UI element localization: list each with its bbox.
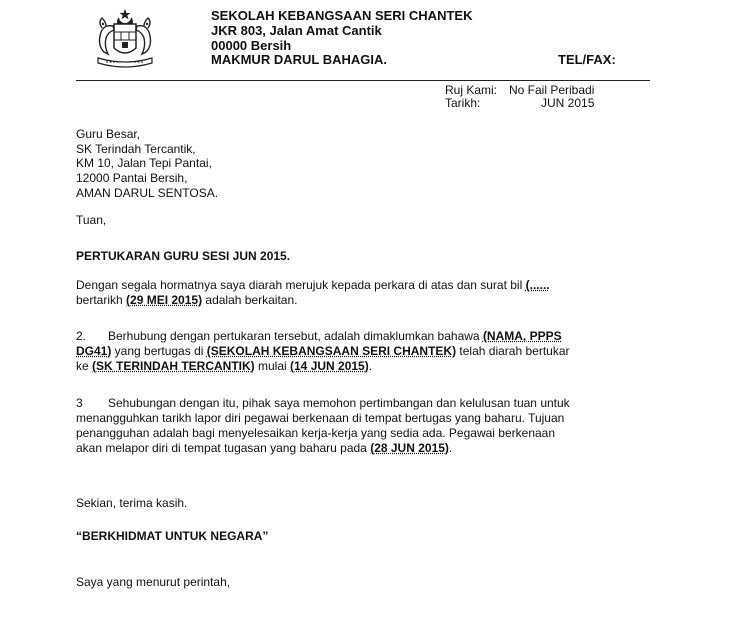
tarikh-value: JUN 2015 bbox=[541, 96, 595, 110]
text: Berhubung dengan pertukaran tersebut, adalah dimaklumkan bahawa bbox=[108, 329, 483, 343]
grade-placeholder: DG41) bbox=[76, 344, 112, 358]
tel-fax-label: TEL/FAX: bbox=[558, 52, 616, 67]
coat-of-arms-crest bbox=[92, 8, 158, 70]
date-highlight: (28 JUN 2015) bbox=[370, 441, 449, 455]
ruj-label: Ruj Kami: bbox=[445, 83, 498, 97]
text: telah diarah bertukar bbox=[456, 344, 570, 358]
recipient-line: AMAN DARUL SENTOSA. bbox=[76, 186, 219, 200]
school-placeholder: (SEKOLAH KEBANGSAAN SERI CHANTEK) bbox=[206, 344, 457, 358]
text: adalah berkaitan. bbox=[202, 293, 298, 307]
text: . bbox=[368, 359, 373, 373]
school-address-line1: JKR 803, Jalan Amat Cantik bbox=[211, 23, 382, 38]
text: yang bertugas di bbox=[111, 344, 207, 358]
recipient-line: 12000 Pantai Bersih, bbox=[76, 171, 188, 185]
closing: Sekian, terima kasih. bbox=[76, 496, 188, 510]
new-school-placeholder: (SK TERINDAH TERCANTIK) bbox=[92, 359, 255, 373]
signoff: Saya yang menurut perintah, bbox=[76, 575, 231, 589]
school-state: MAKMUR DARUL BAHAGIA. bbox=[211, 52, 387, 67]
date-highlight: (14 JUN 2015) bbox=[290, 359, 369, 373]
paragraph-1 bbox=[76, 278, 652, 308]
recipient-line: Guru Besar, bbox=[76, 127, 141, 141]
header-divider bbox=[76, 80, 650, 81]
text: bertarikh bbox=[76, 293, 127, 307]
recipient-line: KM 10, Jalan Tepi Pantai, bbox=[76, 156, 212, 170]
text: . bbox=[448, 441, 453, 455]
text: Sehubungan dengan itu, pihak saya memohon pertimbangan dan kelulusan tuan untuk bbox=[108, 396, 570, 410]
text: akan melapor diri di tempat tugasan yang baharu pada bbox=[76, 441, 371, 455]
school-name: SEKOLAH KEBANGSAAN SERI CHANTEK bbox=[211, 8, 473, 23]
recipient-line: SK Terindah Tercantik, bbox=[76, 142, 196, 156]
salutation: Tuan, bbox=[76, 213, 107, 227]
text: Dengan segala hormatnya saya diarah merujuk kepada perkara di atas dan surat bil bbox=[76, 278, 526, 292]
text: mulai bbox=[254, 359, 291, 373]
text: ke bbox=[76, 359, 93, 373]
ruj-value: No Fail Peribadi bbox=[509, 83, 595, 97]
tarikh-label: Tarikh: bbox=[445, 96, 481, 110]
name-placeholder: (NAMA, PPPS bbox=[482, 329, 562, 343]
school-address-line2: 00000 Bersih bbox=[211, 38, 292, 53]
paragraph-2 bbox=[76, 329, 652, 374]
reference-placeholder: (...... bbox=[525, 278, 550, 292]
paragraph-number: 2. bbox=[76, 329, 87, 343]
paragraph-number: 3 bbox=[76, 396, 83, 410]
text: penangguhan adalah bagi menyelesaikan kerja-kerja yang sedia ada. Pegawai berkenaan bbox=[76, 426, 556, 440]
date-highlight: (29 MEI 2015) bbox=[126, 293, 203, 307]
paragraph-3 bbox=[76, 396, 652, 456]
letter-subject: PERTUKARAN GURU SESI JUN 2015. bbox=[76, 249, 291, 263]
motto: “BERKHIDMAT UNTUK NEGARA” bbox=[76, 529, 269, 543]
text: menangguhkan tarikh lapor diri pegawai berkenaan di tempat bertugas yang baharu. Tujuan bbox=[76, 411, 565, 425]
